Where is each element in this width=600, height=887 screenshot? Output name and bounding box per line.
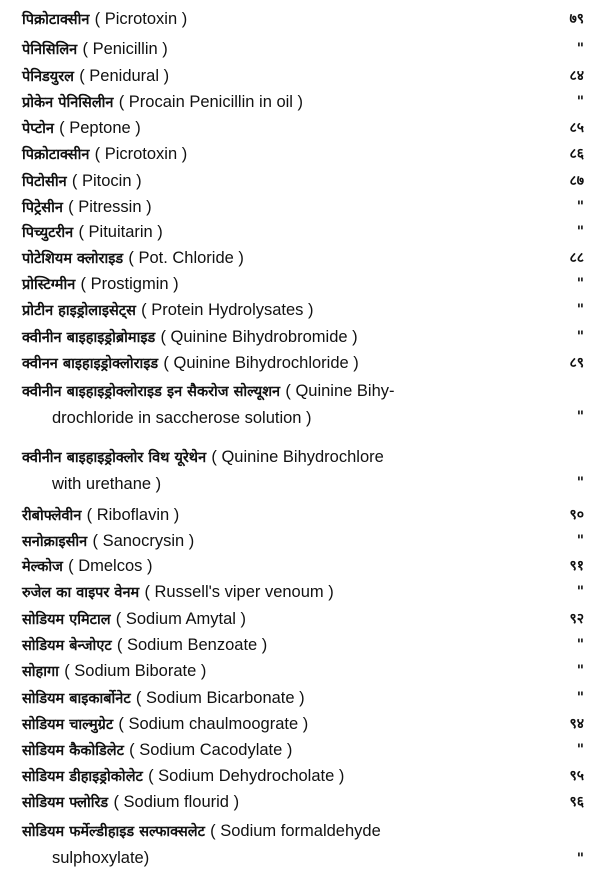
entry-term bbox=[22, 632, 537, 659]
entry-hindi: पेनिसिलिन bbox=[22, 42, 78, 58]
entry-english: ( Pitocin ) bbox=[71, 172, 142, 190]
entry-english: ( Sodium flourid ) bbox=[113, 793, 240, 811]
entry-term bbox=[22, 711, 537, 738]
index-entry bbox=[0, 245, 600, 271]
entry-page-number: ९५ bbox=[569, 768, 584, 784]
entry-hindi: पिटोसीन bbox=[22, 174, 67, 190]
entry-page-number: " bbox=[576, 690, 584, 706]
entry-term bbox=[22, 553, 537, 580]
index-entry bbox=[0, 297, 600, 323]
entry-english: ( Quinine Bihy- bbox=[285, 382, 395, 400]
entry-page-number: ८६ bbox=[569, 146, 584, 162]
entry-english: ( Quinine Bihydrochlore bbox=[211, 448, 384, 466]
entry-english: ( Pitressin ) bbox=[68, 198, 152, 216]
index-entry bbox=[0, 168, 600, 194]
entry-hindi: मेल्कोज bbox=[22, 559, 63, 575]
entry-page-number: " bbox=[576, 663, 584, 679]
index-entry bbox=[0, 271, 600, 297]
entry-hindi: पिच्युटरीन bbox=[22, 225, 74, 241]
entry-term bbox=[22, 219, 537, 246]
entry-term bbox=[22, 606, 537, 633]
index-entry bbox=[0, 579, 600, 605]
index-entry bbox=[0, 194, 600, 220]
entry-english: ( Prostigmin ) bbox=[80, 275, 179, 293]
entry-hindi: सोडियम कैकोडिलेट bbox=[22, 743, 124, 759]
entry-term bbox=[22, 245, 537, 272]
entry-hindi: रुजेल का वाइपर वेनम bbox=[22, 585, 140, 601]
entry-term bbox=[22, 444, 537, 497]
entry-term bbox=[22, 6, 537, 33]
entry-english: ( Picrotoxin ) bbox=[94, 145, 188, 163]
entry-page-number: " bbox=[576, 41, 584, 57]
entry-term bbox=[22, 579, 537, 606]
index-entry bbox=[0, 444, 600, 496]
entry-english: ( Dmelcos ) bbox=[68, 557, 153, 575]
entry-term bbox=[22, 737, 537, 764]
entry-page-number: ९२ bbox=[569, 611, 584, 627]
entry-english: ( Protein Hydrolysates ) bbox=[141, 301, 314, 319]
entry-page-number: " bbox=[576, 409, 584, 425]
entry-hindi: रीबोफ्लेवीन bbox=[22, 508, 82, 524]
index-entry bbox=[0, 36, 600, 62]
entry-hindi: क्वीनीन बाइहाइड्रोक्लोराइड इन सैकरोज सोल्यूशन bbox=[22, 384, 281, 400]
entry-english: ( Sodium Amytal ) bbox=[115, 610, 247, 628]
entry-english: ( Sodium Benzoate ) bbox=[116, 636, 268, 654]
entry-term bbox=[22, 36, 537, 63]
entry-hindi: सोडियम चाल्मुग्रेट bbox=[22, 717, 114, 733]
index-entry bbox=[0, 378, 600, 430]
entry-page-number: " bbox=[576, 199, 584, 215]
index-entry bbox=[0, 324, 600, 350]
entry-term bbox=[22, 818, 537, 871]
entry-english: ( Sodium formaldehyde bbox=[210, 822, 381, 840]
entry-english: ( Sodium chaulmoograte ) bbox=[118, 715, 309, 733]
entry-term bbox=[22, 350, 537, 377]
entry-term bbox=[22, 63, 537, 90]
entry-term bbox=[22, 194, 537, 221]
entry-page-number: " bbox=[576, 224, 584, 240]
entry-hindi: सोडियम बाइकार्बोनेट bbox=[22, 691, 131, 707]
index-entry bbox=[0, 818, 600, 870]
entry-page-number: ९४ bbox=[569, 716, 584, 732]
entry-page-number: ८९ bbox=[569, 355, 584, 371]
entry-hindi: प्रोस्टिग्मीन bbox=[22, 277, 76, 293]
entry-english: ( Penicillin ) bbox=[82, 40, 168, 58]
index-entry bbox=[0, 63, 600, 89]
entry-page-number: " bbox=[576, 851, 584, 867]
entry-term bbox=[22, 685, 537, 712]
entry-english: ( Sodium Biborate ) bbox=[64, 662, 207, 680]
entry-term bbox=[22, 763, 537, 790]
entry-hindi: सनोक्राइसीन bbox=[22, 534, 88, 550]
index-entry bbox=[0, 502, 600, 528]
entry-page-number: ७९ bbox=[569, 11, 584, 27]
index-entry bbox=[0, 553, 600, 579]
index-entry bbox=[0, 219, 600, 245]
entry-english: ( Sodium Dehydrocholate ) bbox=[148, 767, 345, 785]
index-entry bbox=[0, 737, 600, 763]
entry-term bbox=[22, 141, 537, 168]
index-entry bbox=[0, 606, 600, 632]
entry-english: ( Riboflavin ) bbox=[86, 506, 180, 524]
entry-page-number: " bbox=[576, 742, 584, 758]
entry-term bbox=[22, 502, 537, 529]
entry-hindi: क्वीनन बाइहाइड्रोक्लोराइड bbox=[22, 356, 159, 372]
entry-hindi: पेप्टोन bbox=[22, 121, 54, 137]
index-entry bbox=[0, 763, 600, 789]
entry-hindi: पिक्रोटाक्सीन bbox=[22, 12, 90, 28]
entry-english: ( Quinine Bihydrobromide ) bbox=[160, 328, 358, 346]
index-entry bbox=[0, 115, 600, 141]
entry-term bbox=[22, 378, 537, 431]
entry-hindi: पोटेशियम क्लोराइड bbox=[22, 251, 124, 267]
entry-hindi: प्रोकेन पेनिसिलीन bbox=[22, 95, 114, 111]
entry-term bbox=[22, 89, 537, 116]
entry-page-number: ९० bbox=[569, 507, 584, 523]
entry-page-number: ९१ bbox=[569, 558, 584, 574]
entry-page-number: " bbox=[576, 94, 584, 110]
entry-hindi: सोडियम फर्मेल्डीहाइड सल्फाक्सलेट bbox=[22, 824, 205, 840]
entry-hindi: पेनिडयुरल bbox=[22, 69, 74, 85]
entry-term bbox=[22, 271, 537, 298]
entry-hindi: क्वीनीन बाइहाइड्रोक्लोर विथ यूरेथेन bbox=[22, 450, 207, 466]
index-entry bbox=[0, 89, 600, 115]
entry-term bbox=[22, 168, 537, 195]
entry-term bbox=[22, 658, 537, 685]
entry-page-number: " bbox=[576, 276, 584, 292]
index-entry bbox=[0, 632, 600, 658]
entry-page-number: ८७ bbox=[569, 173, 584, 189]
entry-english: ( Sodium Cacodylate ) bbox=[129, 741, 293, 759]
entry-term bbox=[22, 324, 537, 351]
entry-english-continuation: with urethane ) bbox=[52, 475, 162, 493]
entry-hindi: सोडियम बेन्जोएट bbox=[22, 638, 112, 654]
entry-hindi: सोहागा bbox=[22, 664, 59, 680]
index-entry bbox=[0, 658, 600, 684]
entry-hindi: सोडियम फ्लोरिड bbox=[22, 795, 109, 811]
entry-english-continuation: drochloride in saccherose solution ) bbox=[52, 409, 312, 427]
entry-english: ( Sodium Bicarbonate ) bbox=[135, 689, 305, 707]
index-entry bbox=[0, 6, 600, 32]
entry-page-number: ८५ bbox=[569, 120, 584, 136]
entry-page-number: " bbox=[576, 533, 584, 549]
entry-hindi: क्वीनीन बाइहाइड्रोब्रोमाइड bbox=[22, 330, 156, 346]
entry-term bbox=[22, 297, 537, 324]
entry-term bbox=[22, 789, 537, 816]
index-entry bbox=[0, 350, 600, 376]
index-entry bbox=[0, 528, 600, 554]
entry-page-number: " bbox=[576, 584, 584, 600]
entry-english: ( Sanocrysin ) bbox=[92, 532, 195, 550]
entry-page-number: " bbox=[576, 302, 584, 318]
entry-hindi: पिक्रोटाक्सीन bbox=[22, 147, 90, 163]
entry-term bbox=[22, 528, 537, 555]
entry-page-number: " bbox=[576, 475, 584, 491]
entry-english: ( Penidural ) bbox=[79, 67, 170, 85]
entry-english: ( Pituitarin ) bbox=[78, 223, 163, 241]
entry-english: ( Peptone ) bbox=[59, 119, 141, 137]
entry-english: ( Picrotoxin ) bbox=[94, 10, 188, 28]
index-entry bbox=[0, 685, 600, 711]
entry-english: ( Russell's viper venoum ) bbox=[144, 583, 334, 601]
entry-hindi: प्रोटीन हाइड्रोलाइसेट्स bbox=[22, 303, 136, 319]
index-entry bbox=[0, 141, 600, 167]
index-entry bbox=[0, 711, 600, 737]
entry-english: ( Pot. Chloride ) bbox=[128, 249, 244, 267]
index-entry bbox=[0, 789, 600, 815]
entry-page-number: " bbox=[576, 637, 584, 653]
entry-page-number: ९६ bbox=[569, 794, 584, 810]
entry-page-number: ८८ bbox=[569, 250, 584, 266]
entry-hindi: पिट्रेसीन bbox=[22, 200, 63, 216]
entry-page-number: ८४ bbox=[569, 68, 584, 84]
entry-term bbox=[22, 115, 537, 142]
entry-english: ( Quinine Bihydrochloride ) bbox=[163, 354, 359, 372]
entry-hindi: सोडियम डीहाइड्रोकोलेट bbox=[22, 769, 143, 785]
entry-english: ( Procain Penicillin in oil ) bbox=[118, 93, 304, 111]
entry-hindi: सोडियम एमिटाल bbox=[22, 612, 111, 628]
entry-english-continuation: sulphoxylate) bbox=[52, 849, 150, 867]
entry-page-number: " bbox=[576, 329, 584, 345]
